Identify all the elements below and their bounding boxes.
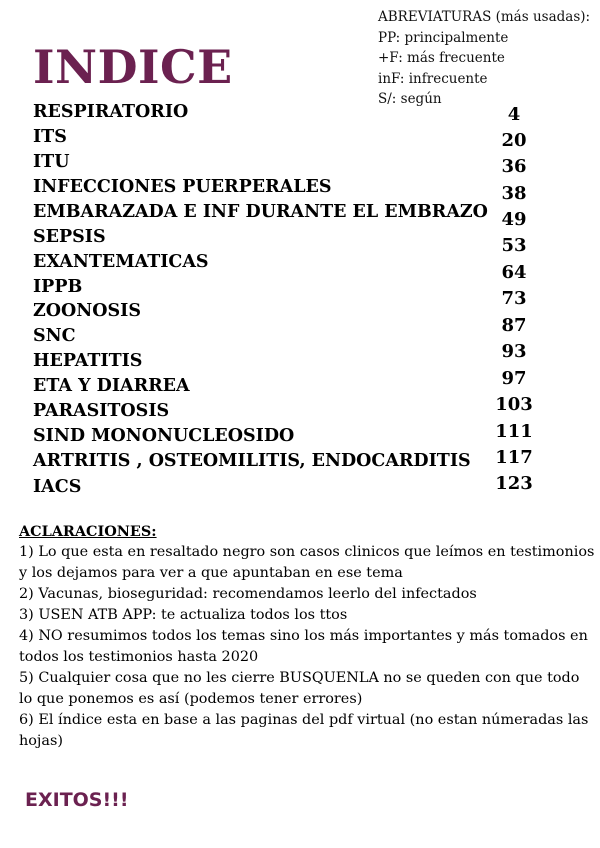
clarification-item: 2) Vacunas, bioseguridad: recomendamos leerlo del infectados xyxy=(19,586,477,602)
clarifications-heading: ACLARACIONES: xyxy=(19,523,157,540)
clarification-item: 3) USEN ATB APP: te actualiza todos los ttos xyxy=(19,607,348,623)
toc-page-number: 87 xyxy=(501,315,527,336)
toc-page-number: 4 xyxy=(507,104,521,125)
toc-label: SIND MONONUCLEOSIDO xyxy=(33,426,295,446)
toc-label: ARTRITIS , OSTEOMILITIS, ENDOCARDITIS xyxy=(33,451,471,471)
toc-page-number: 64 xyxy=(501,262,527,283)
clarification-item: 6) El índice esta en base a las paginas del pdf virtual (no estan númeradas las hojas) xyxy=(19,712,589,749)
abbreviation-item: inF: infrecuente xyxy=(378,70,488,87)
toc-label: ITS xyxy=(33,127,67,147)
toc-label: SEPSIS xyxy=(33,227,106,247)
abbreviation-item: +F: más frecuente xyxy=(378,50,505,66)
toc-label: RESPIRATORIO xyxy=(33,102,189,122)
toc-page-number: 38 xyxy=(501,183,527,204)
abbreviation-item: PP: principalmente xyxy=(378,29,509,46)
toc-label: IACS xyxy=(33,477,82,497)
toc-label: EXANTEMATICAS xyxy=(33,252,209,272)
toc-page-number: 123 xyxy=(495,473,533,494)
toc-label: PARASITOSIS xyxy=(33,401,170,421)
clarification-item: 1) Lo que esta en resaltado negro son casos clinicos que leímos en testimonios y los dejamos para ver a que apuntaban en ese tema xyxy=(19,544,595,581)
toc-page-number: 93 xyxy=(501,341,527,362)
toc-page-number: 36 xyxy=(501,156,527,177)
toc-label: ITU xyxy=(33,152,70,172)
clarification-item: 5) Cualquier cosa que no les cierre BUSQUENLA no se queden con que todo lo que ponemos es así (podemos tener errores) xyxy=(19,670,580,707)
toc-label: HEPATITIS xyxy=(33,351,143,371)
toc-page-number: 97 xyxy=(501,368,527,389)
toc-label: IPPB xyxy=(33,277,83,297)
closing-message: EXITOS!!! xyxy=(25,789,129,811)
abbreviations-heading: ABREVIATURAS (más usadas): xyxy=(378,9,591,25)
toc-label: INFECCIONES PUERPERALES xyxy=(33,177,332,197)
abbreviation-item: S/: según xyxy=(378,91,442,107)
toc-page-number: 111 xyxy=(495,421,533,442)
page-title: INDICE xyxy=(33,40,233,94)
toc-page-number: 49 xyxy=(501,209,527,230)
toc-page-number: 117 xyxy=(495,447,533,468)
toc-label: SNC xyxy=(33,326,76,346)
toc-label: ETA Y DIARREA xyxy=(33,376,190,396)
toc-page-number: 103 xyxy=(495,394,533,415)
toc-page-number: 20 xyxy=(501,130,527,151)
clarification-item: 4) NO resumimos todos los temas sino los más importantes y más tomados en todos los testimonios hasta 2020 xyxy=(19,628,588,665)
abbreviations-box xyxy=(378,7,590,110)
toc-label: EMBARAZADA E INF DURANTE EL EMBRAZO xyxy=(33,202,488,222)
toc-page-number: 73 xyxy=(501,288,527,309)
clarifications xyxy=(19,521,597,752)
toc-label: ZOONOSIS xyxy=(33,301,141,321)
toc-page-number: 53 xyxy=(501,235,527,256)
